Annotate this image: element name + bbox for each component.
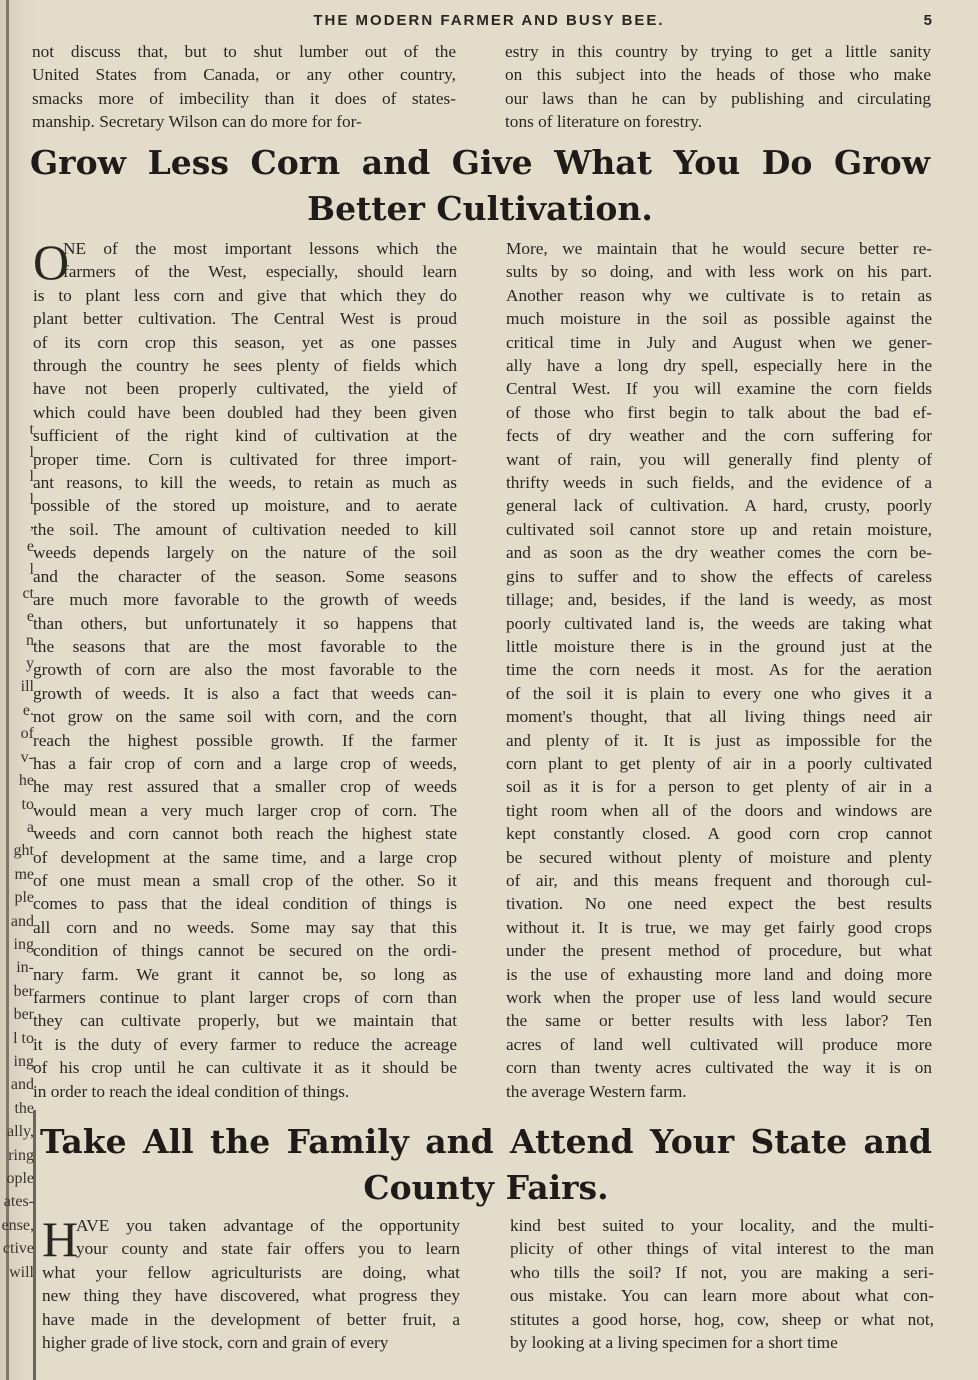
text-line: tivation. No one need expect the best results xyxy=(506,894,932,914)
margin-fragment: l xyxy=(29,561,34,579)
text-line: plicity of other things of vital interest to the man xyxy=(510,1239,934,1259)
text-line: the same or better results with less labor? Ten xyxy=(506,1011,932,1031)
text-line: of its corn crop this season, yet as one passes xyxy=(33,332,457,352)
drop-cap: O xyxy=(33,234,70,290)
article-left-column xyxy=(42,1211,460,1354)
text-line: gins to suffer and to show the effects of careless xyxy=(506,566,932,586)
text-line: your county and state fair offers you to learn xyxy=(76,1239,460,1259)
margin-fragment: will xyxy=(9,1263,34,1281)
article-headline xyxy=(30,140,930,232)
text-line: possible of the stored up moisture, and to aerate xyxy=(33,496,457,516)
text-line: manship. Secretary Wilson can do more for for- xyxy=(32,112,362,132)
margin-fragment: ing xyxy=(13,935,34,953)
margin-fragment: t xyxy=(29,421,34,438)
text-line: is to plant less corn and give that which they do xyxy=(33,285,457,305)
text-line: not discuss that, but to shut lumber out of the xyxy=(32,42,456,61)
text-line: all corn and no weeds. Some may say that this xyxy=(33,917,457,937)
text-line: have made in the development of better fruit, a xyxy=(42,1309,460,1329)
text-line: comes to pass that the ideal condition of things is xyxy=(33,894,457,914)
text-line: and as soon as the dry weather comes the corn be- xyxy=(506,543,932,563)
margin-fragment: e xyxy=(26,538,34,556)
margin-fragment: of xyxy=(20,725,34,743)
text-line: sults by so doing, and with less work on his part. xyxy=(506,262,932,282)
text-line: nary farm. We grant it cannot be, so long as xyxy=(33,964,457,984)
text-line: time the corn needs it most. As for the aeration xyxy=(506,660,932,680)
text-line: are much more favorable to the growth of weeds xyxy=(33,590,457,610)
article-right-column xyxy=(506,237,932,1103)
text-line: they can cultivate properly, but we maintain that xyxy=(33,1011,457,1031)
margin-fragment: a xyxy=(26,818,34,836)
text-line: under the present method of procedure, but what xyxy=(506,941,932,961)
text-line: tillage; and, besides, if the land is weedy, as most xyxy=(506,590,932,610)
drop-cap: H xyxy=(42,1211,79,1267)
margin-fragment: the xyxy=(14,1099,34,1117)
headline-line-1: Grow Less Corn and Give What You Do Grow xyxy=(30,143,930,182)
margin-fragment: ber xyxy=(13,1006,34,1024)
page-number: 5 xyxy=(923,12,932,29)
margin-fragment: ates- xyxy=(3,1193,34,1211)
text-line: little moisture there is in the ground just at the xyxy=(506,636,932,656)
text-line: and plenty of it. It is just as impossible for the xyxy=(506,730,932,750)
margin-fragment: , xyxy=(30,514,34,532)
article-left-column xyxy=(33,234,457,1103)
margin-fragment: and xyxy=(10,1076,34,1094)
margin-fragment: l to xyxy=(13,1029,34,1047)
text-line: would mean a very much larger crop of corn. The xyxy=(33,800,457,820)
margin-fragment: ght xyxy=(13,842,34,860)
text-line: farmers of the West, especially, should learn xyxy=(63,262,457,282)
text-line: kind best suited to your locality, and the multi- xyxy=(510,1216,934,1235)
text-line: thrifty weeds in such fields, and the evidence of a xyxy=(506,473,932,493)
text-line: growth of weeds. It is also a fact that weeds can- xyxy=(33,683,457,703)
margin-fragment: me xyxy=(14,865,34,883)
margin-fragment: l xyxy=(29,444,34,462)
text-line: kept constantly closed. A good corn crop cannot xyxy=(506,824,932,844)
text-line: plant better cultivation. The Central West is proud xyxy=(33,309,457,329)
headline-line-2: County Fairs. xyxy=(363,1168,609,1207)
margin-fragment: ple xyxy=(14,889,34,907)
margin-fragment: ill xyxy=(20,678,34,696)
text-line: weeds depends largely on the nature of the soil xyxy=(33,543,457,563)
margin-fragment: ople xyxy=(6,1170,34,1187)
text-line: tons of literature on forestry. xyxy=(505,112,703,132)
text-line: NE of the most important lessons which the xyxy=(63,239,457,258)
carryover-right-column xyxy=(505,40,931,134)
margin-fragment: v- xyxy=(20,748,34,766)
text-line: which could have been doubled had they been given xyxy=(33,402,457,422)
margin-fragment: ctive xyxy=(2,1240,34,1258)
text-line: of development at the same time, and a large crop xyxy=(33,847,457,867)
text-line: condition of things cannot be secured on the ordi- xyxy=(33,941,457,961)
text-line: fects of dry weather and the corn suffering for xyxy=(506,426,932,446)
margin-fragment: ber xyxy=(13,982,34,1000)
text-line: AVE you taken advantage of the opportunity xyxy=(76,1216,460,1235)
text-line: sufficient of the right kind of cultivation at the xyxy=(33,426,457,446)
text-line: work when the proper use of less land would secure xyxy=(506,988,932,1007)
text-line: the average Western farm. xyxy=(506,1081,687,1101)
text-line: the seasons that are the most favorable to the xyxy=(33,636,457,656)
text-line: of the soil it is plain to every one who gives it a xyxy=(506,683,932,703)
margin-fragment: he xyxy=(18,772,34,790)
text-line: on this subject into the heads of those who make xyxy=(505,65,931,85)
facing-page-margin-text xyxy=(0,418,34,1284)
text-line: without it. It is true, we may get fairly good crops xyxy=(506,917,932,937)
text-line: critical time in July and August when we gener- xyxy=(506,332,932,352)
margin-fragment: l xyxy=(29,491,34,509)
text-line: the soil. The amount of cultivation needed to kill xyxy=(33,519,457,539)
text-line: be secured without plenty of moisture and plenty xyxy=(506,847,932,867)
text-line: than others, but unfortunately it so happens that xyxy=(33,613,457,633)
margin-fragment: ally, xyxy=(7,1123,34,1141)
text-line: Central West. If you will examine the corn fields xyxy=(506,379,932,399)
margin-fragment: to xyxy=(21,795,34,813)
text-line: smacks more of imbecility than it does of states- xyxy=(32,88,456,108)
margin-fragment: ring xyxy=(8,1146,34,1164)
text-line: weeds and corn cannot both reach the highest state xyxy=(33,824,457,844)
text-line: estry in this country by trying to get a little sanity xyxy=(505,42,931,61)
article-right-column xyxy=(510,1214,934,1354)
margin-fragment: e. xyxy=(22,701,34,719)
margin-fragment: in- xyxy=(16,959,34,977)
text-line: More, we maintain that he would secure better re- xyxy=(506,239,932,258)
text-line: new thing they have discovered, what progress they xyxy=(42,1286,460,1306)
text-line: higher grade of live stock, corn and grain of every xyxy=(42,1333,389,1353)
text-line: stitutes a good horse, hog, cow, sheep or what not, xyxy=(510,1309,934,1329)
text-line: want of rain, you will generally find plenty of xyxy=(506,449,932,469)
margin-fragment: e xyxy=(26,608,34,626)
text-line: corn than twenty acres cultivated the way it is on xyxy=(506,1058,932,1078)
text-line: has a fair crop of corn and a large crop of weeds, xyxy=(33,753,457,773)
text-line: cultivated soil cannot store up and retain moisture, xyxy=(506,519,932,539)
text-line: growth of corn are also the most favorable to the xyxy=(33,660,457,680)
text-line: soil as it is for a person to get plenty of air in a xyxy=(506,777,932,797)
text-line: poorly cultivated land is, the weeds are taking what xyxy=(506,613,932,633)
text-line: proper time. Corn is cultivated for three import- xyxy=(33,449,457,469)
text-line: is the use of exhausting more land and doing more xyxy=(506,964,932,984)
headline-line-2: Better Cultivation. xyxy=(307,189,653,228)
text-line: acres of land well cultivated will produce more xyxy=(506,1034,932,1054)
margin-fragment: ing xyxy=(13,1052,34,1070)
text-line: it is the duty of every farmer to reduce the acreage xyxy=(33,1034,457,1054)
text-line: of his crop until he can cultivate it as it should be xyxy=(33,1058,457,1078)
margin-fragment: n xyxy=(26,631,34,649)
text-line: general lack of cultivation. A hard, crusty, poorly xyxy=(506,496,932,516)
margin-fragment: and xyxy=(10,912,34,930)
article-headline xyxy=(40,1119,932,1211)
margin-fragment: ct xyxy=(22,584,34,602)
text-line: Another reason why we cultivate is to retain as xyxy=(506,285,932,305)
headline-line-1: Take All the Family and Attend Your State and xyxy=(40,1122,932,1161)
text-line: in order to reach the ideal condition of things. xyxy=(33,1081,350,1101)
text-line: who tills the soil? If not, you are making a seri- xyxy=(510,1262,934,1282)
margin-fragment: l xyxy=(29,467,34,485)
text-line: through the country he sees plenty of fields which xyxy=(33,356,457,376)
text-line: and the character of the season. Some seasons xyxy=(33,566,457,586)
carryover-left-column xyxy=(32,40,456,134)
text-line: have not been properly cultivated, the yield of xyxy=(33,379,457,399)
margin-fragment: ense, xyxy=(1,1216,34,1234)
text-line: moment's thought, that all living things need air xyxy=(506,707,932,727)
text-line: ally have a long dry spell, especially here in the xyxy=(506,356,932,376)
text-line: not grow on the same soil with corn, and the corn xyxy=(33,707,457,727)
text-line: tight room when all of the doors and windows are xyxy=(506,800,932,820)
text-line: of those who first begin to talk about the bad ef- xyxy=(506,402,932,422)
text-line: reach the highest possible growth. If the farmer xyxy=(33,730,457,750)
text-line: ous mistake. You can learn more about what con- xyxy=(510,1286,934,1306)
text-line: what your fellow agriculturists are doing, what xyxy=(42,1262,460,1282)
text-line: of one must mean a small crop of the other. So it xyxy=(33,870,457,890)
text-line: ant reasons, to kill the weeds, to retain as much as xyxy=(33,473,457,493)
text-line: corn plant to get plenty of air in a poorly cultivated xyxy=(506,753,932,773)
text-line: United States from Canada, or any other country, xyxy=(32,65,456,85)
text-line: by looking at a living specimen for a short time xyxy=(510,1333,838,1353)
running-head: THE MODERN FARMER AND BUSY BEE. xyxy=(313,12,665,29)
text-line: much moisture in the soil as possible against the xyxy=(506,309,932,329)
text-line: farmers continue to plant larger crops of corn than xyxy=(33,988,457,1007)
text-line: our laws than he can by publishing and circulating xyxy=(505,88,931,108)
text-line: of air, and this means frequent and thorough cul- xyxy=(506,870,932,890)
text-line: he may rest assured that a smaller crop of weeds xyxy=(33,777,457,797)
margin-fragment: y xyxy=(26,655,34,673)
